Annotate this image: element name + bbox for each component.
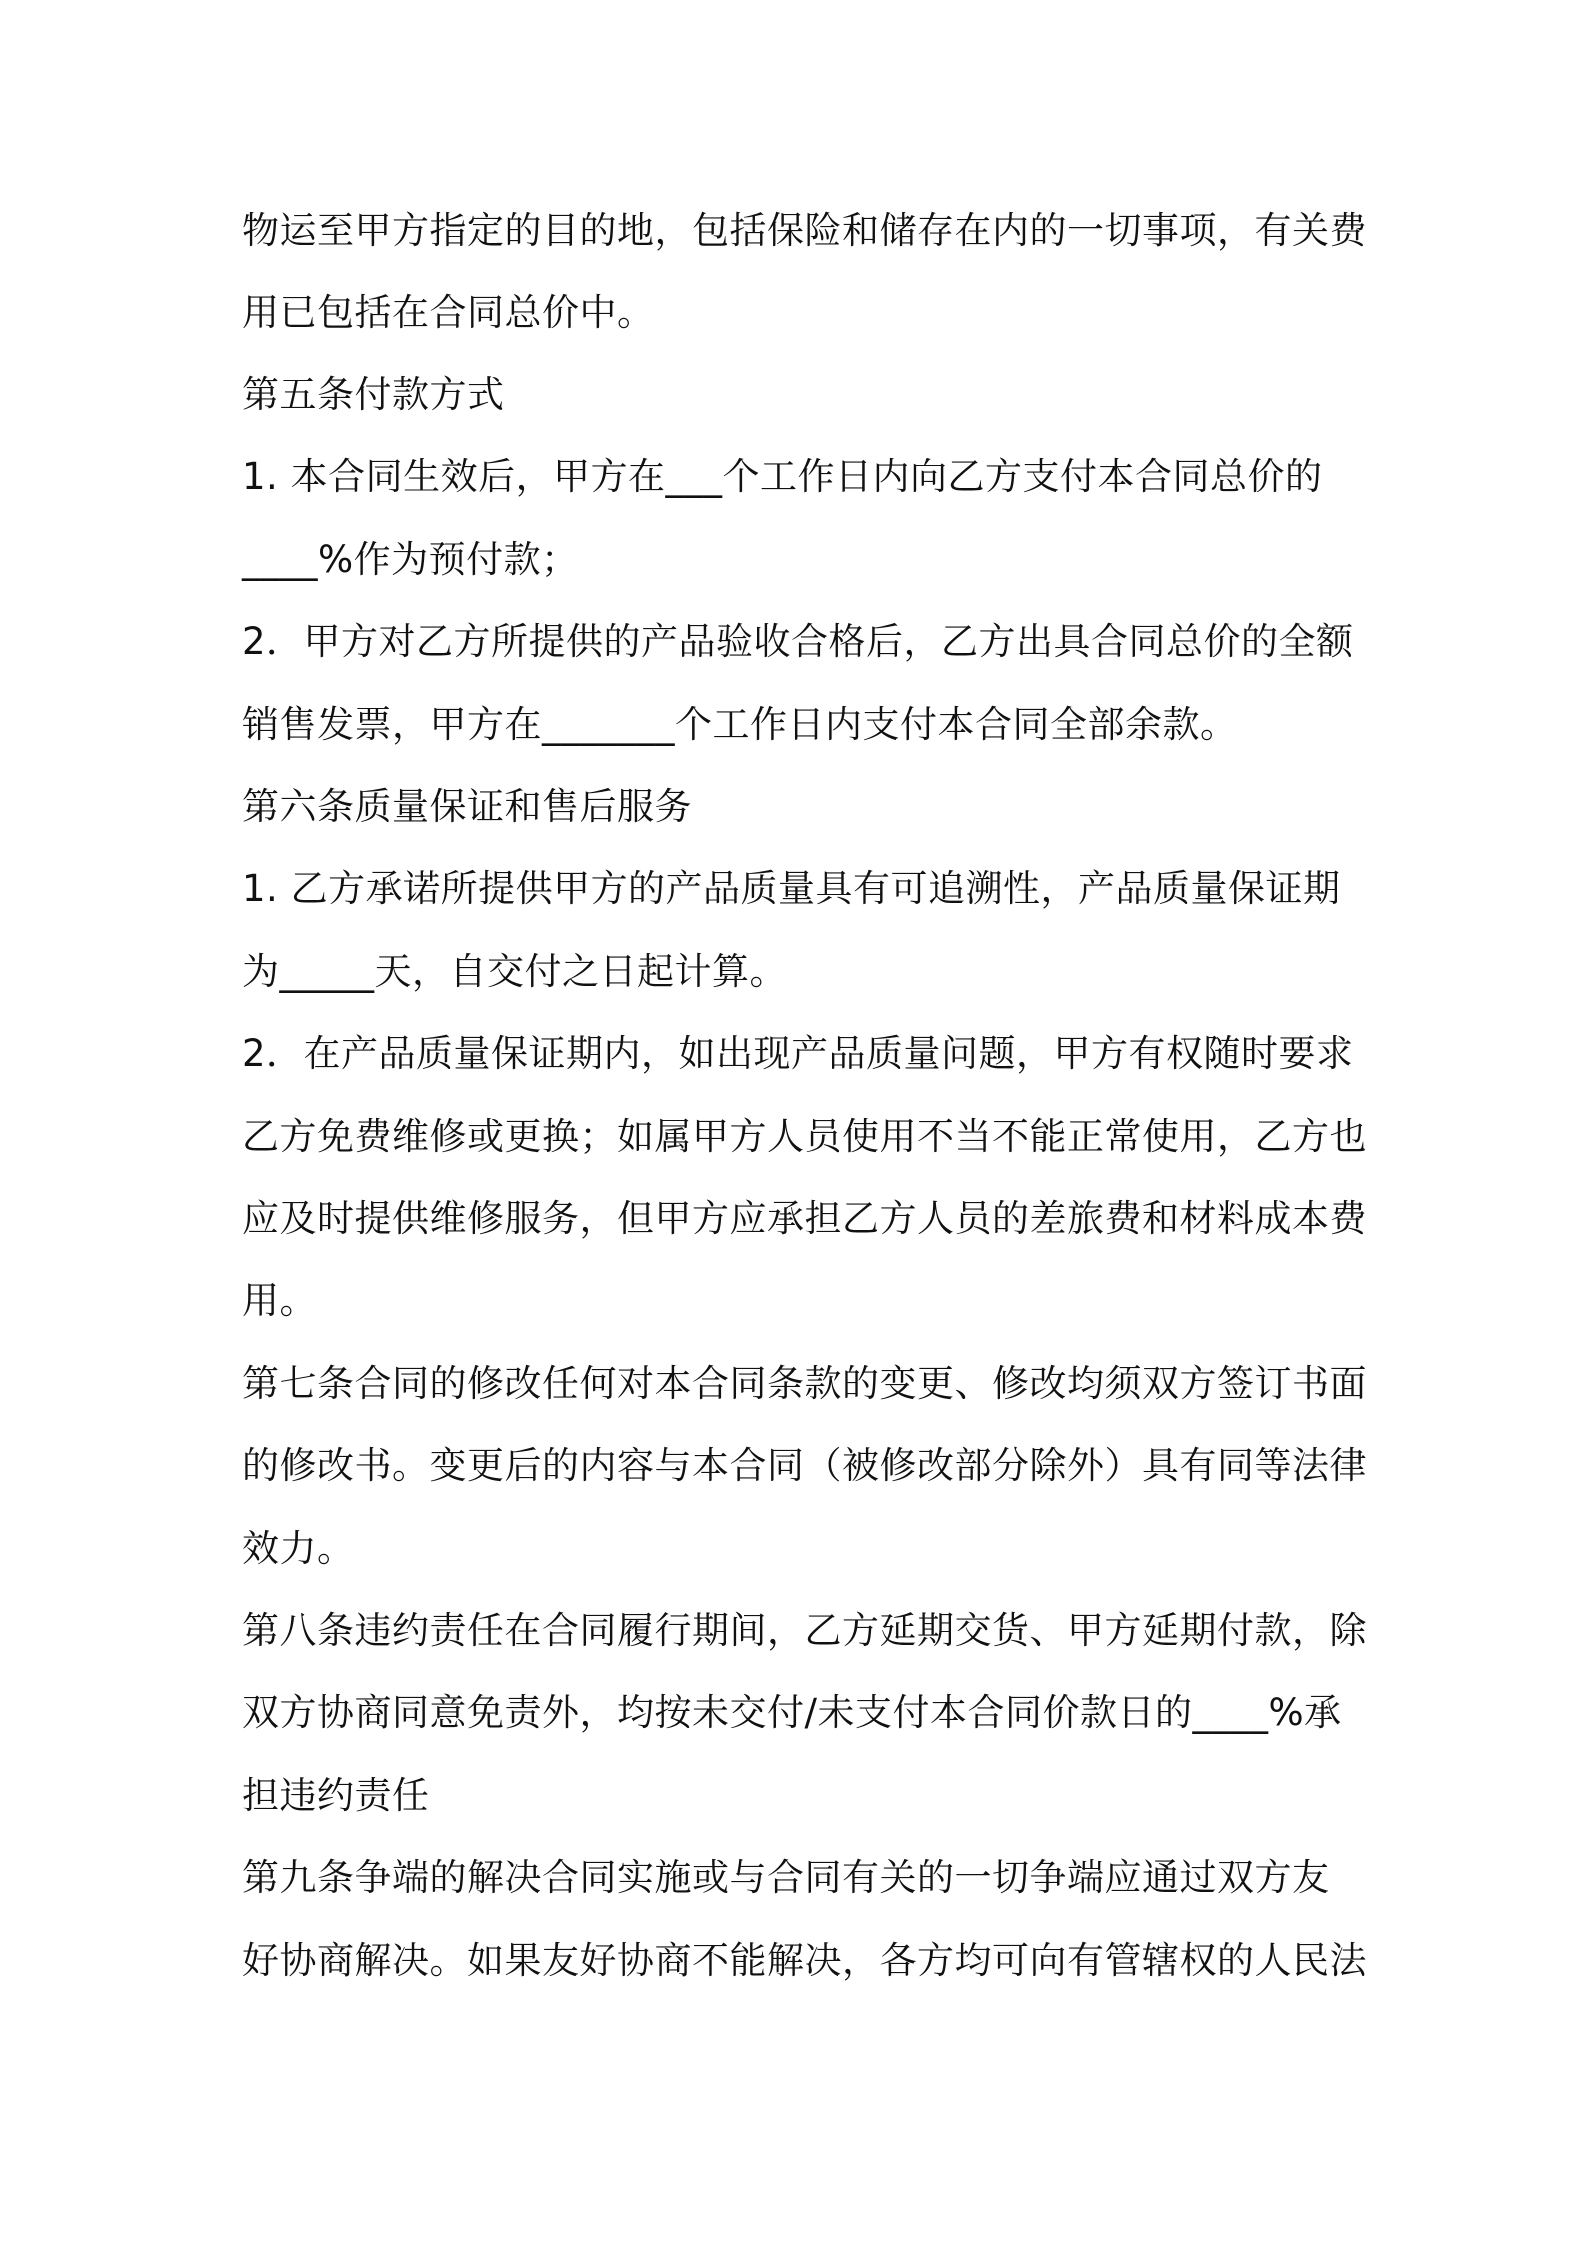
text-line: 1. 乙方承诺所提供甲方的产品质量具有可追溯性，产品质量保证期 [242, 867, 1341, 910]
section-heading-article-5: 第五条付款方式 [242, 373, 505, 416]
section-heading-article-9: 第九条争端的解决合同实施或与合同有关的一切争端应通过双方友 [242, 1856, 1330, 1899]
text-line: 物运至甲方指定的目的地，包括保险和储存在内的一切事项，有关费 [242, 209, 1367, 252]
text-line: 应及时提供维修服务，但甲方应承担乙方人员的差旅费和材料成本费 [242, 1197, 1367, 1240]
text-line: 效力。 [242, 1527, 355, 1570]
text-line: 担违约责任 [242, 1774, 430, 1817]
text-line: 的修改书。变更后的内容与本合同（被修改部分除外）具有同等法律 [242, 1444, 1367, 1487]
section-heading-article-6: 第六条质量保证和售后服务 [242, 785, 692, 828]
text-line: 为_____天，自交付之日起计算。 [242, 950, 787, 993]
text-line: 用。 [242, 1279, 317, 1322]
text-line: 1. 本合同生效后，甲方在___个工作日内向乙方支付本合同总价的 [242, 455, 1323, 498]
text-line: 销售发票，甲方在_______个工作日内支付本合同全部余款。 [242, 703, 1238, 746]
text-line: 乙方免费维修或更换；如属甲方人员使用不当不能正常使用，乙方也 [242, 1115, 1367, 1158]
section-heading-article-7: 第七条合同的修改任何对本合同条款的变更、修改均须双方签订书面 [242, 1362, 1367, 1405]
text-line: 用已包括在合同总价中。 [242, 291, 655, 334]
text-line: 双方协商同意免责外，均按未交付/未支付本合同价款日的____%承 [242, 1691, 1342, 1734]
text-line: 2．甲方对乙方所提供的产品验收合格后，乙方出具合同总价的全额 [242, 620, 1354, 663]
text-line: 好协商解决。如果友好协商不能解决，各方均可向有管辖权的人民法 [242, 1939, 1367, 1982]
section-heading-article-8: 第八条违约责任在合同履行期间，乙方延期交货、甲方延期付款，除 [242, 1609, 1367, 1652]
text-line: ____%作为预付款； [242, 538, 579, 581]
text-line: 2．在产品质量保证期内，如出现产品质量问题，甲方有权随时要求 [242, 1032, 1354, 1075]
